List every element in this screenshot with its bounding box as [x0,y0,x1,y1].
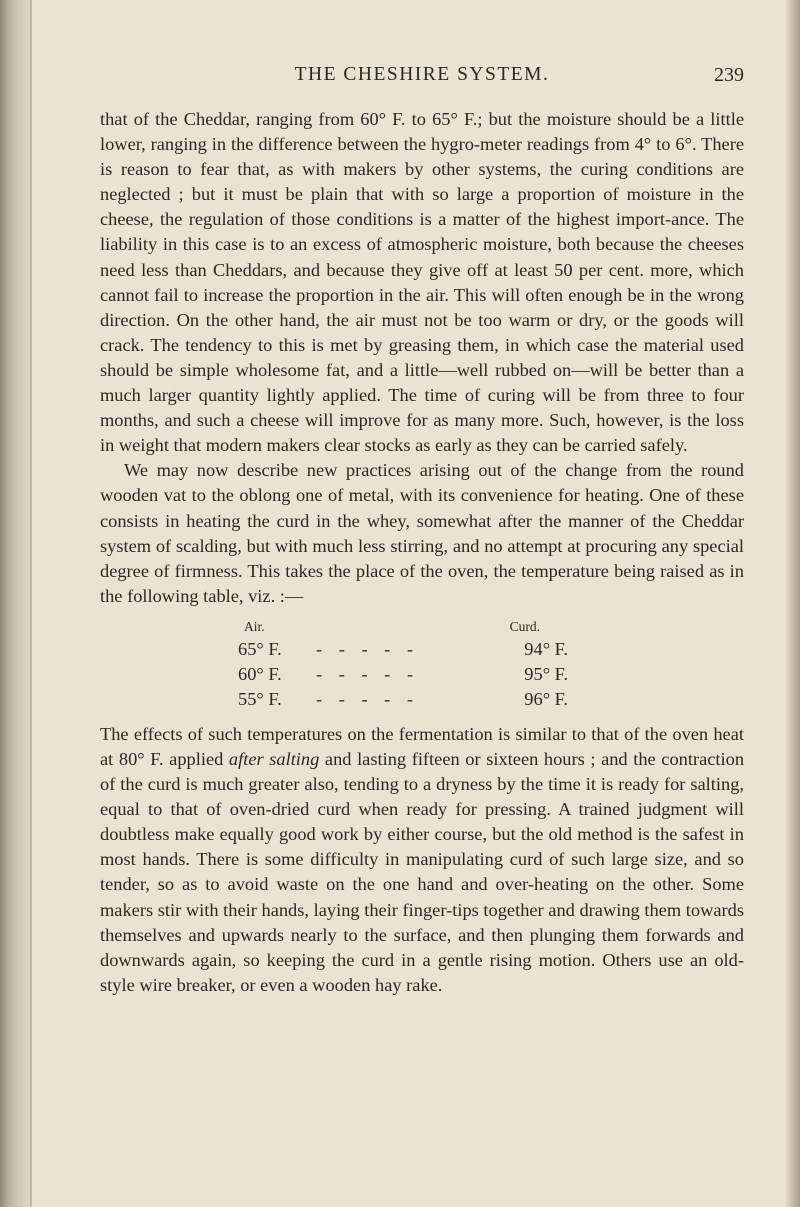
book-spine-shadow [0,0,30,1207]
paragraph-3 [100,722,744,998]
table-row [238,637,568,662]
air-temp: 55° F. [238,688,282,709]
table-row [238,662,568,687]
italic-phrase: after salting [228,748,320,769]
table-header-row [238,619,568,635]
paragraph-3-start: The effects of such temperatures on the fermentation is similar to that of the oven heat at 80° F. applied [100,723,744,769]
curd-temp: 95° F. [524,663,568,684]
gutter-line [30,0,32,1207]
air-column-header: Air. [244,618,265,634]
curd-temp: 94° F. [524,638,568,659]
temperature-table [238,619,568,712]
paragraph-3-rest: and lasting fifteen or sixteen hours ; and the contraction of the curd is much greater also, tending to a dryness by the time it is ready for salting, equal to that of oven-dried curd when ready for pressing. A trained judgment will doubtless make equally good work by either course, but the old method is the safest in most hands. There is some difficulty in manipulating curd of such large size, and so tender, so as to avoid waste on the one hand and over-heating on the other. Some makers stir with their hands, laying their finger-tips together and drawing them towards themselves and upwards nearly to the surface, and then plunging them forwards and downwards again, so keeping the curd in a gentle rising motion. Others use an old-style wire breaker, or even a wooden hay rake. [100,748,745,995]
table-row [238,687,568,712]
page-header [100,64,744,94]
leader-dots: - - - - - [316,688,420,709]
air-temp: 60° F. [238,663,282,684]
running-title: THE CHESHIRE SYSTEM. [294,64,550,85]
paragraph-1: that of the Cheddar, ranging from 60° F. to 65° F.; but the moisture should be a little lower, ranging in the difference between the hygro-meter readings from 4° to 6°. There is reason to fear that, as with makers by other systems, the curing conditions are neglected ; but it must be plain that with so large a proportion of moisture in the cheese, the regulation of those conditions is a matter of the highest import-ance. The liability in this case is to an excess of atmospheric moisture, both because the cheeses need less than Cheddars, and because they give off at least 50 per cent. more, which cannot fail to increase the proportion in the air. This will often enough be in the wrong direction. On the other hand, the air must not be too warm or dry, or the goods will crack. The tendency to this is met by greasing them, in which case the material used should be simple wholesome fat, and a little—well rubbed on—will be better than a much larger quantity lightly applied. The time of curing will be from three to four months, and such a cheese will improve for as many more. Such, however, is the loss in weight that modern makers clear stocks as early as they can be carried safely. [100,109,744,456]
page-number: 239 [714,64,744,86]
air-temp: 65° F. [238,638,282,659]
book-page [100,64,744,998]
curd-temp: 96° F. [524,688,568,709]
leader-dots: - - - - - [316,638,420,659]
curd-column-header: Curd. [509,618,540,634]
paragraph-2: We may now describe new practices arising out of the change from the round wooden vat to the oblong one of metal, with its convenience for heating. One of these consists in heating the curd in the whey, somewhat after the manner of the Cheddar system of scalding, but with much less stirring, and no attempt at procuring any special degree of firmness. This takes the place of the oven, the temperature being raised as in the following table, viz. :— [100,460,744,606]
page-edge [786,0,800,1207]
leader-dots: - - - - - [316,663,420,684]
